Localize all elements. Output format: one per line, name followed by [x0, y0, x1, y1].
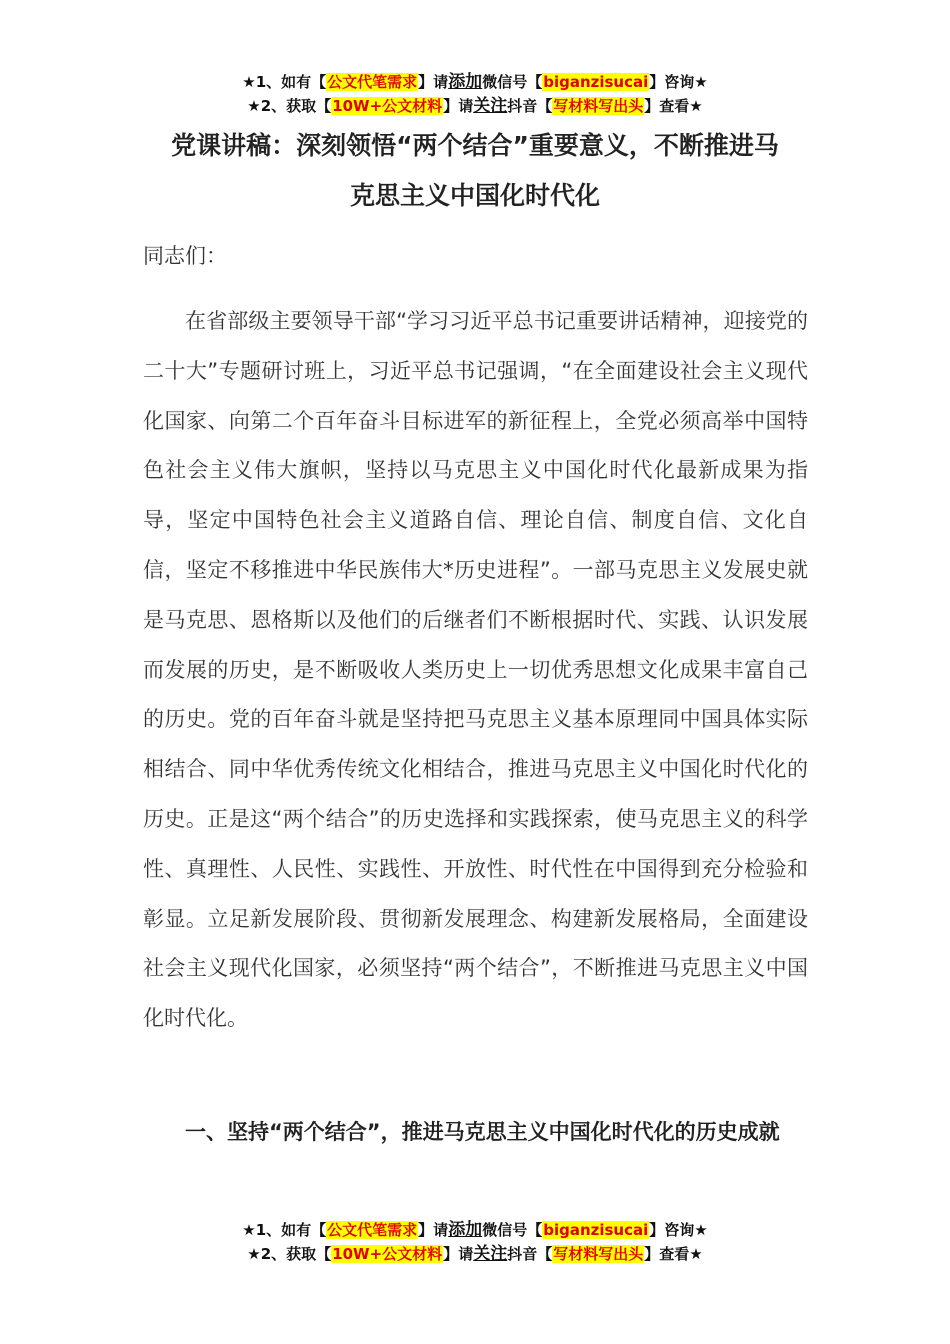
promo-line-2: ★2、获取【10W+公文材料】请关注抖音【写材料写出头】查看★	[247, 96, 703, 116]
douyin-account: 写材料写出头	[553, 97, 644, 115]
promo-highlight: 10W+公文材料	[332, 97, 443, 115]
promo-highlight: 公文代笔需求	[327, 1221, 418, 1239]
wechat-id: biganzisucai	[543, 73, 649, 91]
promo-line-2: ★2、获取【10W+公文材料】请关注抖音【写材料写出头】查看★	[247, 1244, 703, 1264]
douyin-account: 写材料写出头	[553, 1245, 644, 1263]
promo-highlight: 公文代笔需求	[327, 73, 418, 91]
promo-banner-bottom	[0, 1218, 950, 1266]
promo-line-1: ★1、如有【公文代笔需求】请添加微信号【biganzisucai】咨询★	[242, 72, 708, 92]
promo-banner-top	[0, 70, 950, 118]
promo-line-1: ★1、如有【公文代笔需求】请添加微信号【biganzisucai】咨询★	[242, 1220, 708, 1240]
promo-highlight: 10W+公文材料	[332, 1245, 443, 1263]
greeting: 同志们：	[143, 244, 227, 268]
document-title	[140, 121, 810, 221]
title-line-1: 党课讲稿：深刻领悟“两个结合”重要意义，不断推进马	[171, 131, 779, 160]
title-line-2: 克思主义中国化时代化	[349, 181, 600, 210]
section-heading: 一、坚持“两个结合”，推进马克思主义中国化时代化的历史成就	[185, 1120, 780, 1144]
body-paragraph: 在省部级主要领导干部“学习习近平总书记重要讲话精神，迎接党的二十大”专题研讨班上，习近平总书记强调，“在全面建设社会主义现代化国家、向第二个百年奋斗目标进军的新征程上，全党必须高举中国特色社会主义伟大旗帜，坚持以马克思主义中国化时代化最新成果为指导，坚定中国特色社会主义道路自信、理论自信、制度自信、文化自信，坚定不移推进中华民族伟大*历史进程”。一部马克思主义发展史就是马克思、恩格斯以及他们的后继者们不断根据时代、实践、认识发展而发展的历史，是不断吸收人类历史上一切优秀思想文化成果丰富自己的历史。党的百年奋斗就是坚持把马克思主义基本原理同中国具体实际相结合、同中华优秀传统文化相结合，推进马克思主义中国化时代化的历史。正是这“两个结合”的历史选择和实践探索，使马克思主义的科学性、真理性、人民性、实践性、开放性、时代性在中国得到充分检验和彰显。立足新发展阶段、贯彻新发展理念、构建新发展格局，全面建设社会主义现代化国家，必须坚持“两个结合”，不断推进马克思主义中国化时代化。	[143, 309, 808, 1031]
wechat-id: biganzisucai	[543, 1221, 649, 1239]
